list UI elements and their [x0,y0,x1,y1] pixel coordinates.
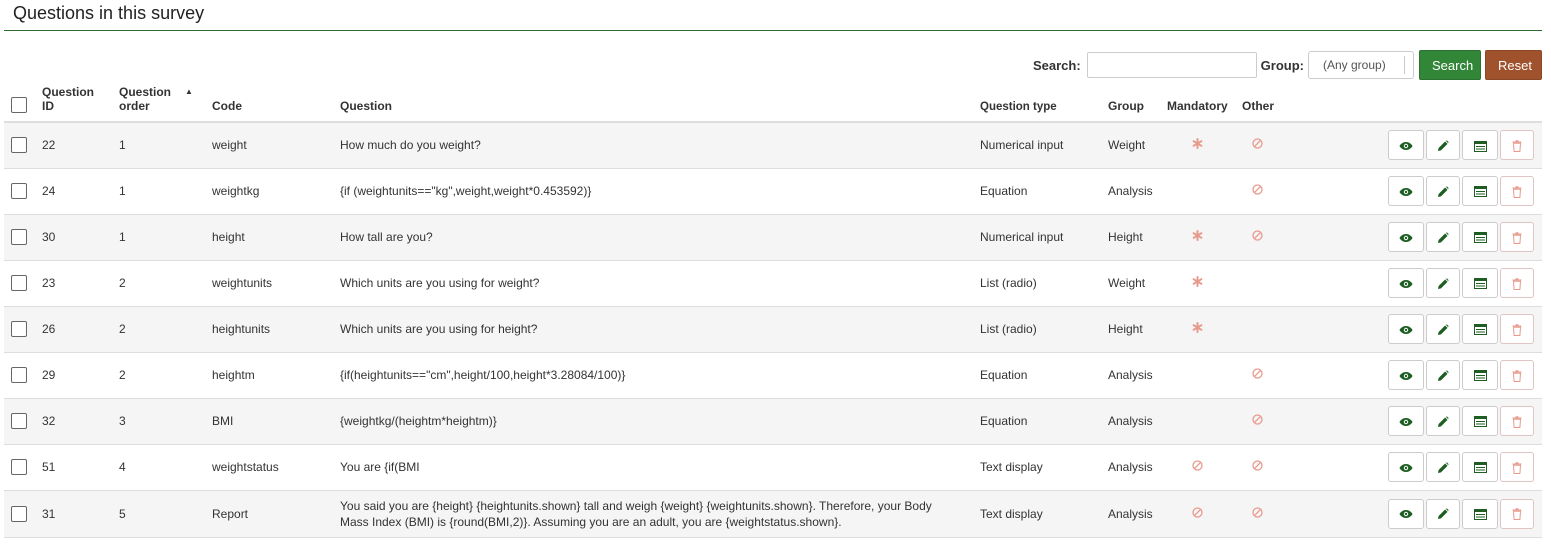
cell-question: How much do you weight? [340,138,481,153]
pencil-icon [1437,138,1449,152]
ban-icon [1242,460,1263,474]
pencil-icon [1437,276,1449,290]
cell-group: Analysis [1108,506,1153,521]
cell-other [1242,260,1302,306]
column-header-question-id[interactable]: Question ID [42,85,95,113]
cell-actions [1302,214,1542,260]
edit-button[interactable] [1426,360,1460,390]
column-header-question-order[interactable]: Question order ▲ [119,85,193,113]
preview-button[interactable] [1388,499,1424,529]
edit-button[interactable] [1426,406,1460,436]
column-header-group[interactable]: Group [1108,99,1144,113]
column-header-other[interactable]: Other [1242,99,1275,113]
list-icon [1474,460,1487,474]
cell-group: Analysis [1108,184,1153,198]
cell-question-id: 24 [42,184,56,198]
cell-code: weightkg [212,184,260,198]
pencil-icon [1437,230,1449,244]
cell-code: weightstatus [212,460,279,474]
cell-group: Analysis [1108,368,1153,382]
cell-code: heightm [212,368,255,382]
cell-actions [1302,352,1542,398]
cell-group: Height [1108,230,1143,244]
delete-button[interactable] [1500,406,1534,436]
search-button[interactable]: Search [1419,50,1481,80]
table-row [4,260,1542,306]
edit-button[interactable] [1426,314,1460,344]
cell-mandatory [1167,214,1242,260]
row-checkbox[interactable] [11,229,27,245]
delete-button[interactable] [1500,268,1534,298]
summary-button[interactable] [1462,452,1498,482]
cell-question-order: 1 [119,230,126,244]
cell-question-id: 22 [42,138,56,153]
cell-mandatory [1167,122,1242,168]
edit-button[interactable] [1426,222,1460,252]
cell-question-order: 2 [119,276,126,290]
list-icon [1474,138,1487,152]
cell-mandatory [1167,260,1242,306]
trash-icon [1512,322,1522,336]
eye-icon [1399,138,1413,152]
delete-button[interactable] [1500,360,1534,390]
cell-question-type: Equation [980,184,1028,198]
pencil-icon [1437,184,1449,198]
column-header-actions [1302,84,1542,122]
cell-mandatory [1167,490,1242,537]
questions-table [4,84,1542,538]
cell-group: Analysis [1108,414,1153,428]
cell-other [1242,352,1302,398]
cell-question-order: 1 [119,138,126,153]
column-header-question[interactable]: Question [340,99,393,113]
cell-question: You are {if(BMI [340,460,420,474]
list-icon [1474,184,1487,198]
cell-other [1242,122,1302,168]
cell-actions [1302,398,1542,444]
table-row [4,214,1542,260]
cell-question-order: 2 [119,322,126,336]
cell-question: Which units are you using for height? [340,322,538,336]
cell-other [1242,444,1302,490]
select-all-checkbox[interactable] [11,97,27,113]
pencil-icon [1437,460,1449,474]
row-checkbox[interactable] [11,459,27,475]
pencil-icon [1437,507,1449,521]
cell-question-id: 31 [42,506,56,521]
cell-mandatory [1167,398,1242,444]
select-all-header [4,84,42,122]
summary-button[interactable] [1462,130,1498,160]
group-select[interactable] [1308,51,1414,79]
row-checkbox[interactable] [11,137,27,153]
cell-group: Height [1108,322,1143,336]
edit-button[interactable] [1426,130,1460,160]
cell-group: Weight [1108,138,1146,153]
cell-other [1242,398,1302,444]
row-checkbox[interactable] [11,183,27,199]
cell-question: {weightkg/(heightm*heightm)} [340,414,497,428]
cell-question-type: Text display [980,460,1043,474]
column-header-mandatory[interactable]: Mandatory [1167,99,1228,113]
cell-question-order: 1 [119,184,126,198]
row-checkbox[interactable] [11,367,27,383]
summary-button[interactable] [1462,314,1498,344]
cell-question-id: 23 [42,276,56,290]
preview-button[interactable] [1388,222,1424,252]
cell-group: Analysis [1108,460,1153,474]
reset-button[interactable]: Reset [1485,50,1542,80]
column-header-code[interactable]: Code [212,99,242,113]
list-icon [1474,276,1487,290]
preview-button[interactable] [1388,176,1424,206]
row-checkbox[interactable] [11,413,27,429]
list-icon [1474,507,1487,521]
eye-icon [1399,276,1413,290]
trash-icon [1512,414,1522,428]
cell-question: {if (weightunits=="kg",weight,weight*0.453592)} [340,184,592,198]
trash-icon [1512,507,1522,521]
trash-icon [1512,184,1522,198]
cell-actions [1302,260,1542,306]
pencil-icon [1437,414,1449,428]
delete-button[interactable] [1500,176,1534,206]
cell-other [1242,306,1302,352]
preview-button[interactable] [1388,268,1424,298]
ban-icon [1242,368,1263,382]
cell-other [1242,490,1302,537]
ban-icon [1167,507,1203,521]
table-row [4,444,1542,490]
cell-question-order: 3 [119,414,126,428]
cell-mandatory [1167,168,1242,214]
cell-code: heightunits [212,322,271,336]
edit-button[interactable] [1426,268,1460,298]
eye-icon [1399,507,1413,521]
cell-question-order: 5 [119,506,126,521]
preview-button[interactable] [1388,130,1424,160]
eye-icon [1399,414,1413,428]
cell-question: How tall are you? [340,230,433,244]
cell-question-id: 26 [42,322,56,336]
cell-code: height [212,230,245,244]
asterisk-icon [1167,230,1203,244]
eye-icon [1399,368,1413,382]
title-divider [4,30,1542,31]
edit-button[interactable] [1426,176,1460,206]
page-title: Questions in this survey [13,3,205,23]
table-row [4,122,1542,168]
preview-button[interactable] [1388,360,1424,390]
cell-question-type: List (radio) [980,322,1037,336]
pencil-icon [1437,322,1449,336]
cell-question-id: 32 [42,414,56,428]
trash-icon [1512,368,1522,382]
summary-button[interactable] [1462,176,1498,206]
cell-actions [1302,444,1542,490]
cell-group: Weight [1108,276,1146,290]
summary-button[interactable] [1462,499,1498,529]
group-label: Group: [1260,57,1304,73]
row-checkbox[interactable] [11,321,27,337]
cell-question-id: 51 [42,460,56,474]
summary-button[interactable] [1462,406,1498,436]
preview-button[interactable] [1388,314,1424,344]
cell-question-id: 30 [42,230,56,244]
cell-mandatory [1167,352,1242,398]
edit-button[interactable] [1426,452,1460,482]
ban-icon [1242,184,1263,198]
cell-actions [1302,168,1542,214]
cell-question-type: List (radio) [980,276,1037,290]
cell-other [1242,214,1302,260]
sort-ascending-icon: ▲ [185,87,193,96]
group-select-value: (Any group) [1323,58,1386,72]
list-icon [1474,230,1487,244]
row-checkbox[interactable] [11,275,27,291]
cell-code: Report [212,506,249,521]
list-icon [1474,368,1487,382]
asterisk-icon [1167,138,1203,152]
ban-icon [1242,414,1263,428]
row-checkbox[interactable] [11,506,27,522]
ban-icon [1242,138,1263,152]
cell-question: Which units are you using for weight? [340,276,540,290]
ban-icon [1167,460,1203,474]
cell-code: weight [212,138,247,153]
ban-icon [1242,230,1263,244]
cell-question-order: 4 [119,460,126,474]
table-row [4,306,1542,352]
search-label: Search: [1032,57,1081,73]
cell-mandatory [1167,306,1242,352]
trash-icon [1512,276,1522,290]
list-icon [1474,322,1487,336]
trash-icon [1512,230,1522,244]
search-input[interactable] [1087,52,1257,78]
eye-icon [1399,230,1413,244]
preview-button[interactable] [1388,406,1424,436]
table-body [4,122,1542,537]
cell-other [1242,168,1302,214]
cell-question-type: Equation [980,368,1028,382]
table-row [4,352,1542,398]
edit-button[interactable] [1426,499,1460,529]
delete-button[interactable] [1500,222,1534,252]
preview-button[interactable] [1388,452,1424,482]
asterisk-icon [1167,276,1203,290]
delete-button[interactable] [1500,452,1534,482]
cell-question-type: Text display [980,506,1043,521]
cell-question-type: Equation [980,414,1028,428]
cell-question-type: Numerical input [980,138,1064,153]
pencil-icon [1437,368,1449,382]
delete-button[interactable] [1500,499,1534,529]
asterisk-icon [1167,322,1203,336]
table-row [4,490,1542,537]
cell-question-order: 2 [119,368,126,382]
delete-button[interactable] [1500,130,1534,160]
cell-actions [1302,490,1542,537]
summary-button[interactable] [1462,222,1498,252]
cell-code: weightunits [212,276,273,290]
table-row [4,168,1542,214]
cell-mandatory [1167,444,1242,490]
table-row [4,398,1542,444]
cell-question-type: Numerical input [980,230,1064,244]
trash-icon [1512,138,1522,152]
column-header-question-type[interactable]: Question type [980,101,1057,113]
ban-icon [1242,507,1263,521]
summary-button[interactable] [1462,268,1498,298]
eye-icon [1399,322,1413,336]
list-icon [1474,414,1487,428]
cell-question: {if(heightunits=="cm",height/100,height*3.28084/100)} [340,368,626,382]
search-bar [1033,50,1542,80]
eye-icon [1399,460,1413,474]
delete-button[interactable] [1500,314,1534,344]
eye-icon [1399,184,1413,198]
cell-question-id: 29 [42,368,56,382]
trash-icon [1512,460,1522,474]
cell-code: BMI [212,414,234,428]
cell-question: You said you are {height} {heightunits.shown} tall and weigh {weight} {weightunits.shown}. Therefore, your Body Mass Index (BMI) is {round(BMI,2)}. Assuming you are an adult, you are {weightstatus.shown}. [340,498,932,529]
table-header-row [4,84,1542,122]
summary-button[interactable] [1462,360,1498,390]
cell-actions [1302,306,1542,352]
cell-actions [1302,122,1542,168]
